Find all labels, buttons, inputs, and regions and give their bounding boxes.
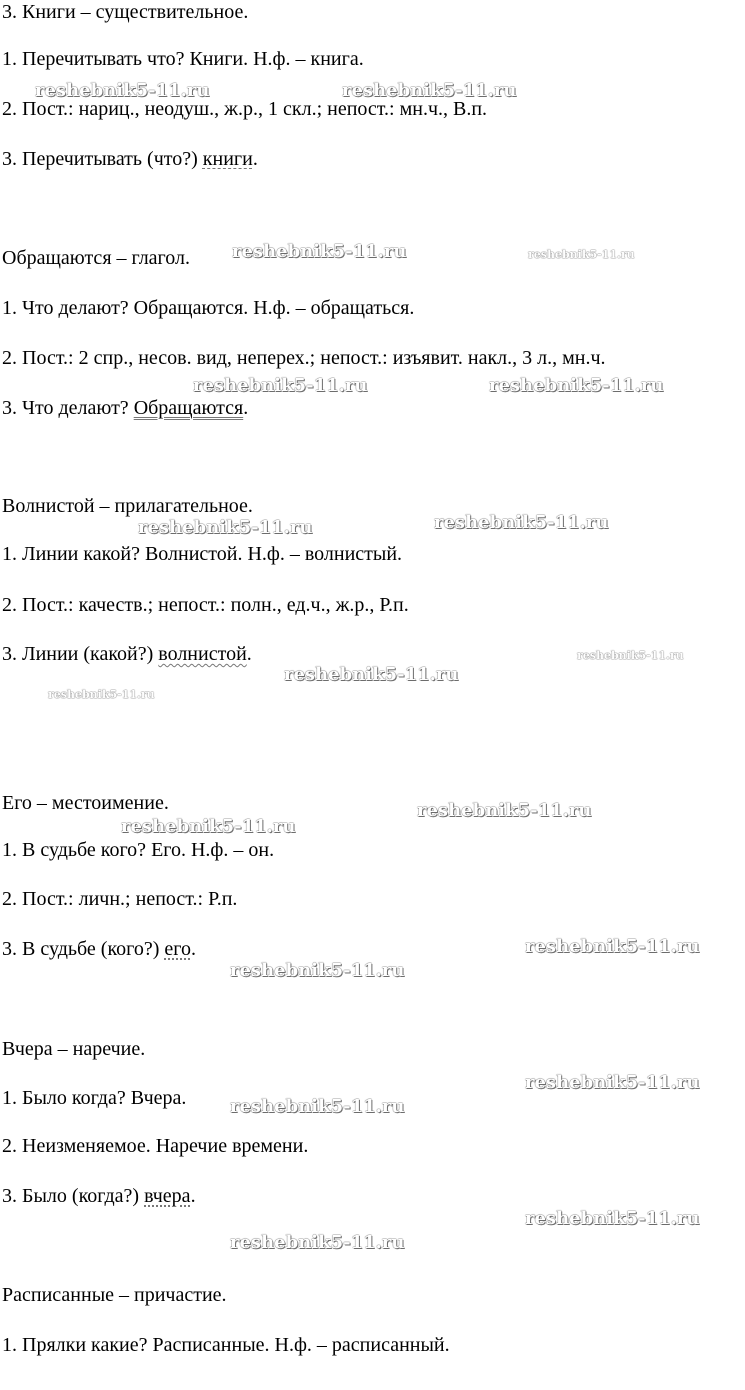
- heading-volnistoy: Волнистой – прилагательное.: [2, 495, 253, 517]
- watermark: reshebnik5-11.ru: [489, 375, 664, 396]
- heading-knigi: 3. Книги – существительное.: [2, 1, 249, 23]
- watermark: reshebnik5-11.ru: [230, 960, 405, 981]
- watermark: reshebnik5-11.ru: [35, 80, 210, 101]
- line-knigi-2: 2. Пост.: нариц., неодуш., ж.р., 1 скл.; непост.: мн.ч., В.п.: [2, 98, 488, 120]
- watermark: reshebnik5-11.ru: [434, 512, 609, 533]
- line-knigi-3: [2, 147, 258, 171]
- watermark: reshebnik5-11.ru: [121, 816, 296, 837]
- underlined-word-vchera: вчера: [144, 1185, 191, 1207]
- underlined-word-knigi: книги: [202, 148, 253, 170]
- watermark: reshebnik5-11.ru: [230, 1096, 405, 1117]
- watermark: reshebnik5-11.ru: [284, 664, 459, 685]
- heading-ego: Его – местоимение.: [2, 792, 169, 814]
- example-prefix: 3. Было (когда?): [2, 1185, 145, 1207]
- watermark: reshebnik5-11.ru: [342, 80, 517, 101]
- watermark: reshebnik5-11.ru: [525, 936, 700, 957]
- example-prefix: 3. Линии (какой?): [2, 643, 159, 665]
- watermark: reshebnik5-11.ru: [417, 800, 592, 821]
- watermark: reshebnik5-11.ru: [138, 517, 313, 538]
- watermark: reshebnik5-11.ru: [525, 1208, 700, 1229]
- watermark: reshebnik5-11.ru: [232, 241, 407, 262]
- line-obrashchayutsya-1: 1. Что делают? Обращаются. Н.ф. – обращаться.: [2, 297, 415, 319]
- example-suffix: .: [243, 397, 249, 419]
- watermark: reshebnik5-11.ru: [48, 688, 155, 701]
- line-volnistoy-2: 2. Пост.: качеств.; непост.: полн., ед.ч., ж.р., Р.п.: [2, 594, 409, 616]
- watermark: reshebnik5-11.ru: [528, 248, 635, 261]
- example-suffix: .: [252, 148, 258, 170]
- watermark: reshebnik5-11.ru: [577, 649, 684, 662]
- example-suffix: .: [246, 643, 252, 665]
- underlined-word-obrashchayutsya: Обращаются: [133, 397, 244, 419]
- example-prefix: 3. В судьбе (кого?): [2, 938, 165, 960]
- line-vchera-2: 2. Неизменяемое. Наречие времени.: [2, 1135, 309, 1157]
- line-vchera-3: [2, 1184, 196, 1208]
- heading-raspisannye: Расписанные – причастие.: [2, 1284, 227, 1306]
- example-prefix: 3. Что делают?: [2, 397, 134, 419]
- line-vchera-1: 1. Было когда? Вчера.: [2, 1087, 187, 1109]
- line-ego-3: [2, 937, 196, 961]
- heading-vchera: Вчера – наречие.: [2, 1038, 146, 1060]
- example-suffix: .: [190, 938, 196, 960]
- line-ego-1: 1. В судьбе кого? Его. Н.ф. – он.: [2, 839, 275, 861]
- underlined-word-volnistoy: волнистой: [158, 643, 247, 665]
- example-suffix: .: [190, 1185, 196, 1207]
- watermark: reshebnik5-11.ru: [193, 375, 368, 396]
- line-obrashchayutsya-3: [2, 396, 248, 420]
- line-raspisannye-1: 1. Прялки какие? Расписанные. Н.ф. – расписанный.: [2, 1334, 450, 1356]
- line-volnistoy-1: 1. Линии какой? Волнистой. Н.ф. – волнистый.: [2, 543, 403, 565]
- line-ego-2: 2. Пост.: личн.; непост.: Р.п.: [2, 888, 238, 910]
- example-prefix: 3. Перечитывать (что?): [2, 148, 203, 170]
- line-volnistoy-3: [2, 642, 252, 666]
- watermark: reshebnik5-11.ru: [525, 1072, 700, 1093]
- line-knigi-1: 1. Перечитывать что? Книги. Н.ф. – книга.: [2, 48, 364, 70]
- watermark: reshebnik5-11.ru: [230, 1232, 405, 1253]
- underlined-word-ego: его: [164, 938, 191, 960]
- heading-obrashchayutsya: Обращаются – глагол.: [2, 247, 190, 269]
- line-obrashchayutsya-2: 2. Пост.: 2 спр., несов. вид, неперех.; непост.: изъявит. накл., 3 л., мн.ч.: [2, 347, 606, 369]
